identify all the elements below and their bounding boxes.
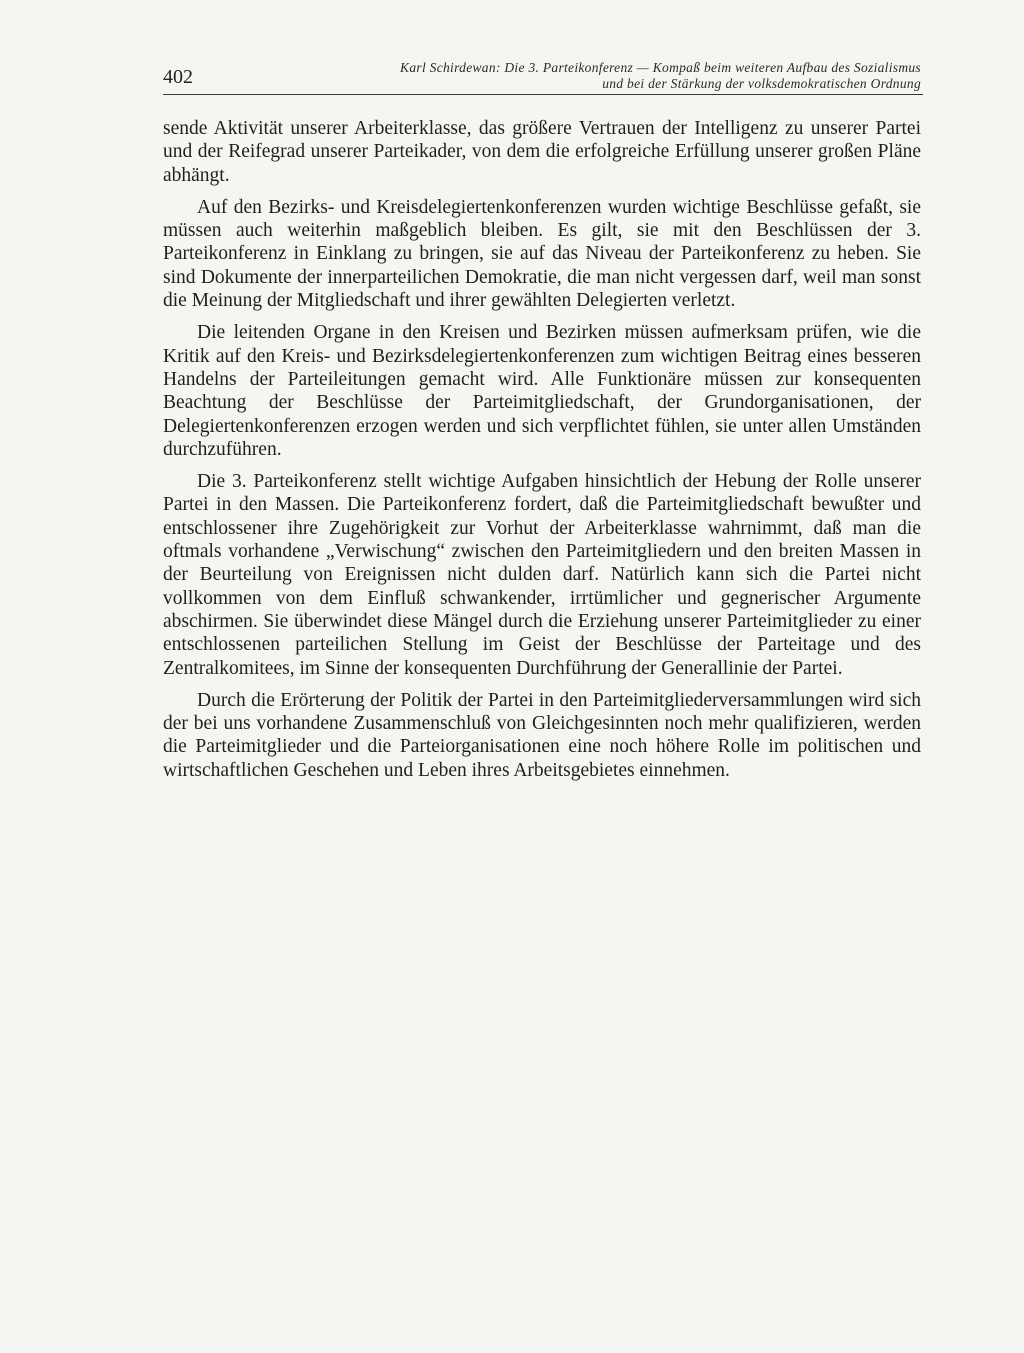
paragraph-continued: sende Aktivität unserer Arbeiterklasse, das größere Vertrauen der Intelligenz zu unserer Partei und der Reifegrad unserer Parteikader, von dem die erfolgreiche Erfüllung unserer großen Pläne abhängt. [163, 118, 921, 186]
page-number: 402 [163, 66, 193, 88]
paragraph: Auf den Bezirks- und Kreisdelegiertenkonferenzen wurden wichtige Beschlüsse gefaßt, sie müssen auch weiterhin maßgeblich bleiben. Es gilt, sie mit den Beschlüssen der 3. Parteikonferenz in Einklang zu bringen, sie auf das Niveau der Parteikonferenz zu heben. Sie sind Dokumente der innerparteilichen Demokratie, die man nicht vergessen darf, weil man sonst die Meinung der Mitgliedschaft und ihrer gewählten Delegierten verletzt. [163, 196, 921, 312]
running-head-line-2: und bei der Stärkung der volksdemokratischen Ordnung [602, 76, 921, 91]
paragraph: Die leitenden Organe in den Kreisen und Bezirken müssen aufmerksam prüfen, wie die Kritik auf den Kreis- und Bezirksdelegiertenkonferenzen zum wichtigen Beitrag eines besseren Handelns der Parteileitungen gemacht wird. Alle Funktionäre müssen zur konsequenten Beachtung der Beschlüsse der Parteimitgliedschaft, der Grundorganisationen, der Delegiertenkonferenzen erzogen werden und sich verpflichtet fühlen, sie unter allen Umständen durchzuführen. [163, 322, 921, 460]
paragraph: Durch die Erörterung der Politik der Partei in den Parteimitgliederversammlungen wird sich der bei uns vorhandene Zusammenschluß von Gleichgesinnten noch mehr qualifizieren, werden die Parteimitglieder und die Parteiorganisationen eine noch höhere Rolle im politischen und wirtschaftlichen Geschehen und Leben ihres Arbeitsgebietes einnehmen. [163, 689, 921, 781]
page-header [163, 54, 923, 95]
running-head [400, 60, 921, 92]
running-head-line-1: Karl Schirdewan: Die 3. Parteikonferenz — Kompaß beim weiteren Aufbau des Sozialismus [400, 60, 921, 75]
paragraph: Die 3. Parteikonferenz stellt wichtige Aufgaben hinsichtlich der Hebung der Rolle unserer Partei in den Massen. Die Parteikonferenz fordert, daß die Parteimitgliedschaft bewußter und entschlossener ihre Zugehörigkeit zur Vorhut der Arbeiterklasse wahrnimmt, daß man die oftmals vorhandene „Verwischung“ zwischen den Parteimitgliedern und den breiten Massen in der Beurteilung von Ereignissen nicht dulden darf. Natürlich kann sich die Partei nicht vollkommen von dem Einfluß schwankender, irrtümlicher und gegnerischer Argumente abschirmen. Sie überwindet diese Mängel durch die Erziehung unserer Parteimitglieder zu einer entschlossenen parteilichen Stellung im Geist der Beschlüsse der Parteitage und des Zentralkomitees, im Sinne der konsequenten Durchführung der Generallinie der Partei. [163, 471, 921, 679]
body-text [163, 117, 921, 791]
